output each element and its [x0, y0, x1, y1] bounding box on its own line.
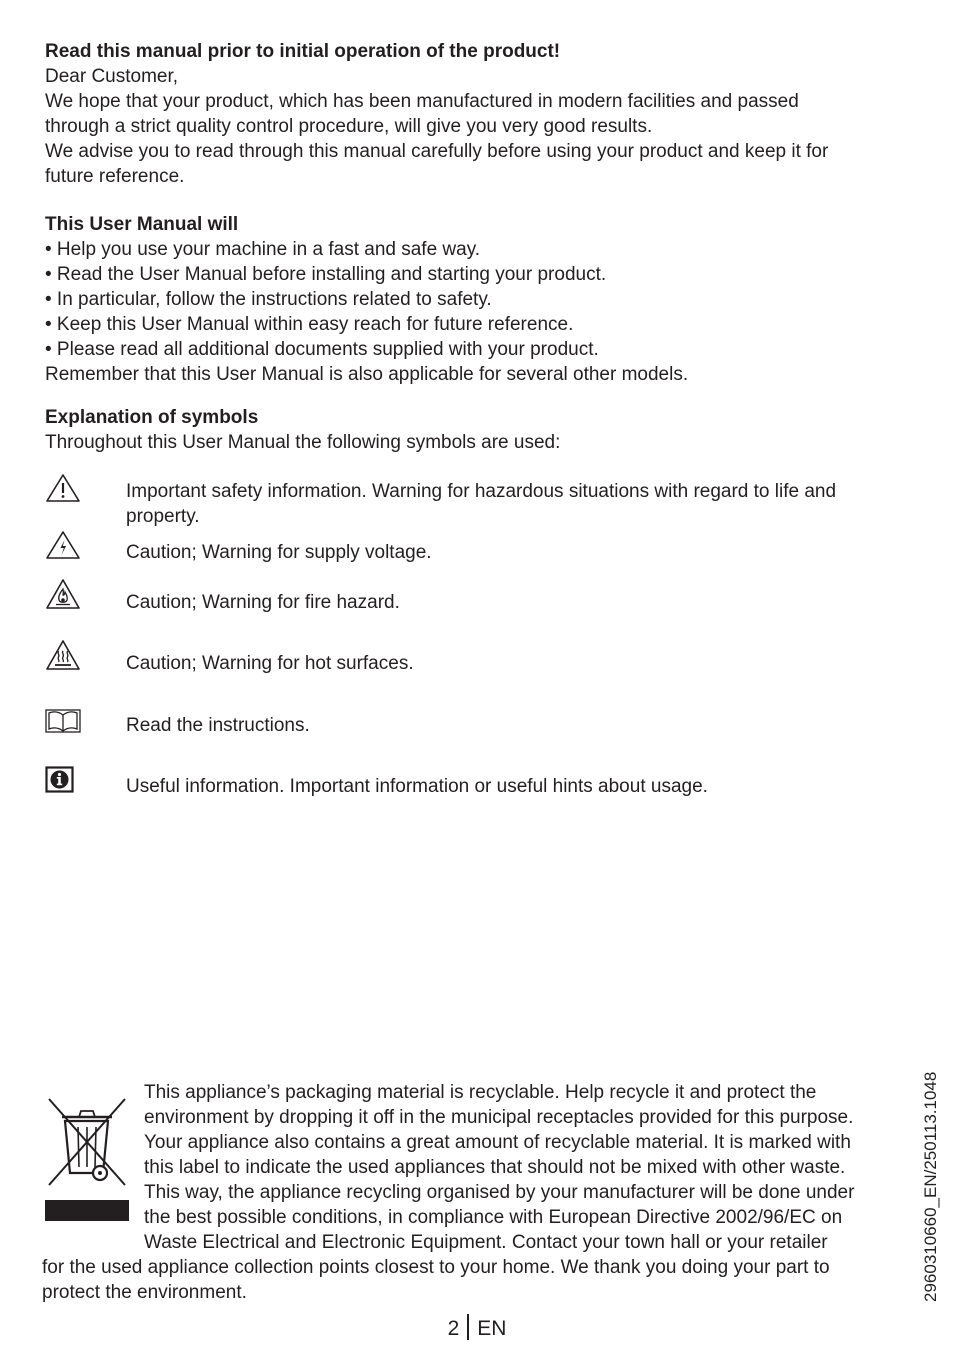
symbol-description: Useful information. Important information or useful hints about usage. [126, 776, 708, 797]
intro-line: future reference. [45, 166, 185, 187]
intro-line: We advise you to read through this manual carefully before using your product and keep it for [45, 141, 829, 162]
recycling-line: Waste Electrical and Electronic Equipment. Contact your town hall or your retailer [144, 1232, 828, 1253]
intro-heading: Read this manual prior to initial operation of the product! [45, 41, 561, 62]
manual-bullet: • Keep this User Manual within easy reach for future reference. [45, 314, 574, 335]
intro-line: We hope that your product, which has been manufactured in modern facilities and passed [45, 91, 799, 112]
symbols-section-header [45, 405, 905, 455]
symbol-description: Caution; Warning for fire hazard. [126, 592, 400, 613]
page-number: 2 [447, 1317, 460, 1340]
manual-note: Remember that this User Manual is also applicable for several other models. [45, 364, 689, 385]
intro-section [45, 39, 905, 189]
language-code: EN [477, 1317, 507, 1340]
book-icon [45, 707, 81, 741]
recycling-line: this label to indicate the used appliances that should not be mixed with other waste. [144, 1157, 846, 1178]
recycling-line: the best possible conditions, in compliance with European Directive 2002/96/EC on [144, 1207, 843, 1228]
manual-heading: This User Manual will [45, 214, 239, 235]
symbol-description: property. [126, 506, 200, 527]
symbol-description: Read the instructions. [126, 715, 310, 736]
recycling-paragraph [144, 1080, 904, 1255]
voltage-warning-icon [45, 530, 81, 564]
symbols-heading: Explanation of symbols [45, 407, 259, 428]
recycling-line: for the used appliance collection points closest to your home. We thank you doing your part to [42, 1257, 830, 1278]
manual-bullet: • Please read all additional documents supplied with your product. [45, 339, 599, 360]
symbol-description: Important safety information. Warning for hazardous situations with regard to life and [126, 481, 837, 502]
intro-line: through a strict quality control procedure, will give you very good results. [45, 116, 653, 137]
warning-triangle-icon [45, 473, 81, 507]
manual-bullet: • Help you use your machine in a fast and safe way. [45, 239, 481, 260]
fire-warning-icon [45, 578, 81, 612]
crossed-bin-icon [45, 1097, 129, 1223]
recycling-line: Your appliance also contains a great amount of recyclable material. It is marked with [144, 1132, 851, 1153]
recycling-paragraph-continued [42, 1255, 904, 1305]
page-footer [0, 1314, 954, 1343]
manual-bullet: • Read the User Manual before installing and starting your product. [45, 264, 607, 285]
symbol-description: Caution; Warning for hot surfaces. [126, 653, 414, 674]
recycling-line: This way, the appliance recycling organised by your manufacturer will be done under [144, 1182, 855, 1203]
recycling-line: protect the environment. [42, 1282, 247, 1303]
recycling-line: This appliance’s packaging material is recyclable. Help recycle it and protect the [144, 1082, 817, 1103]
info-icon [45, 766, 81, 800]
hot-surface-warning-icon [45, 639, 81, 673]
manual-bullet: • In particular, follow the instructions related to safety. [45, 289, 492, 310]
recycling-line: environment by dropping it off in the municipal receptacles provided for this purpose. [144, 1107, 854, 1128]
symbols-intro: Throughout this User Manual the following symbols are used: [45, 432, 561, 453]
document-code: 2960310660_EN/250113.1048 [921, 1071, 940, 1302]
footer-divider [467, 1314, 469, 1340]
intro-line: Dear Customer, [45, 66, 179, 87]
manual-section [45, 212, 905, 387]
symbol-description: Caution; Warning for supply voltage. [126, 542, 432, 563]
